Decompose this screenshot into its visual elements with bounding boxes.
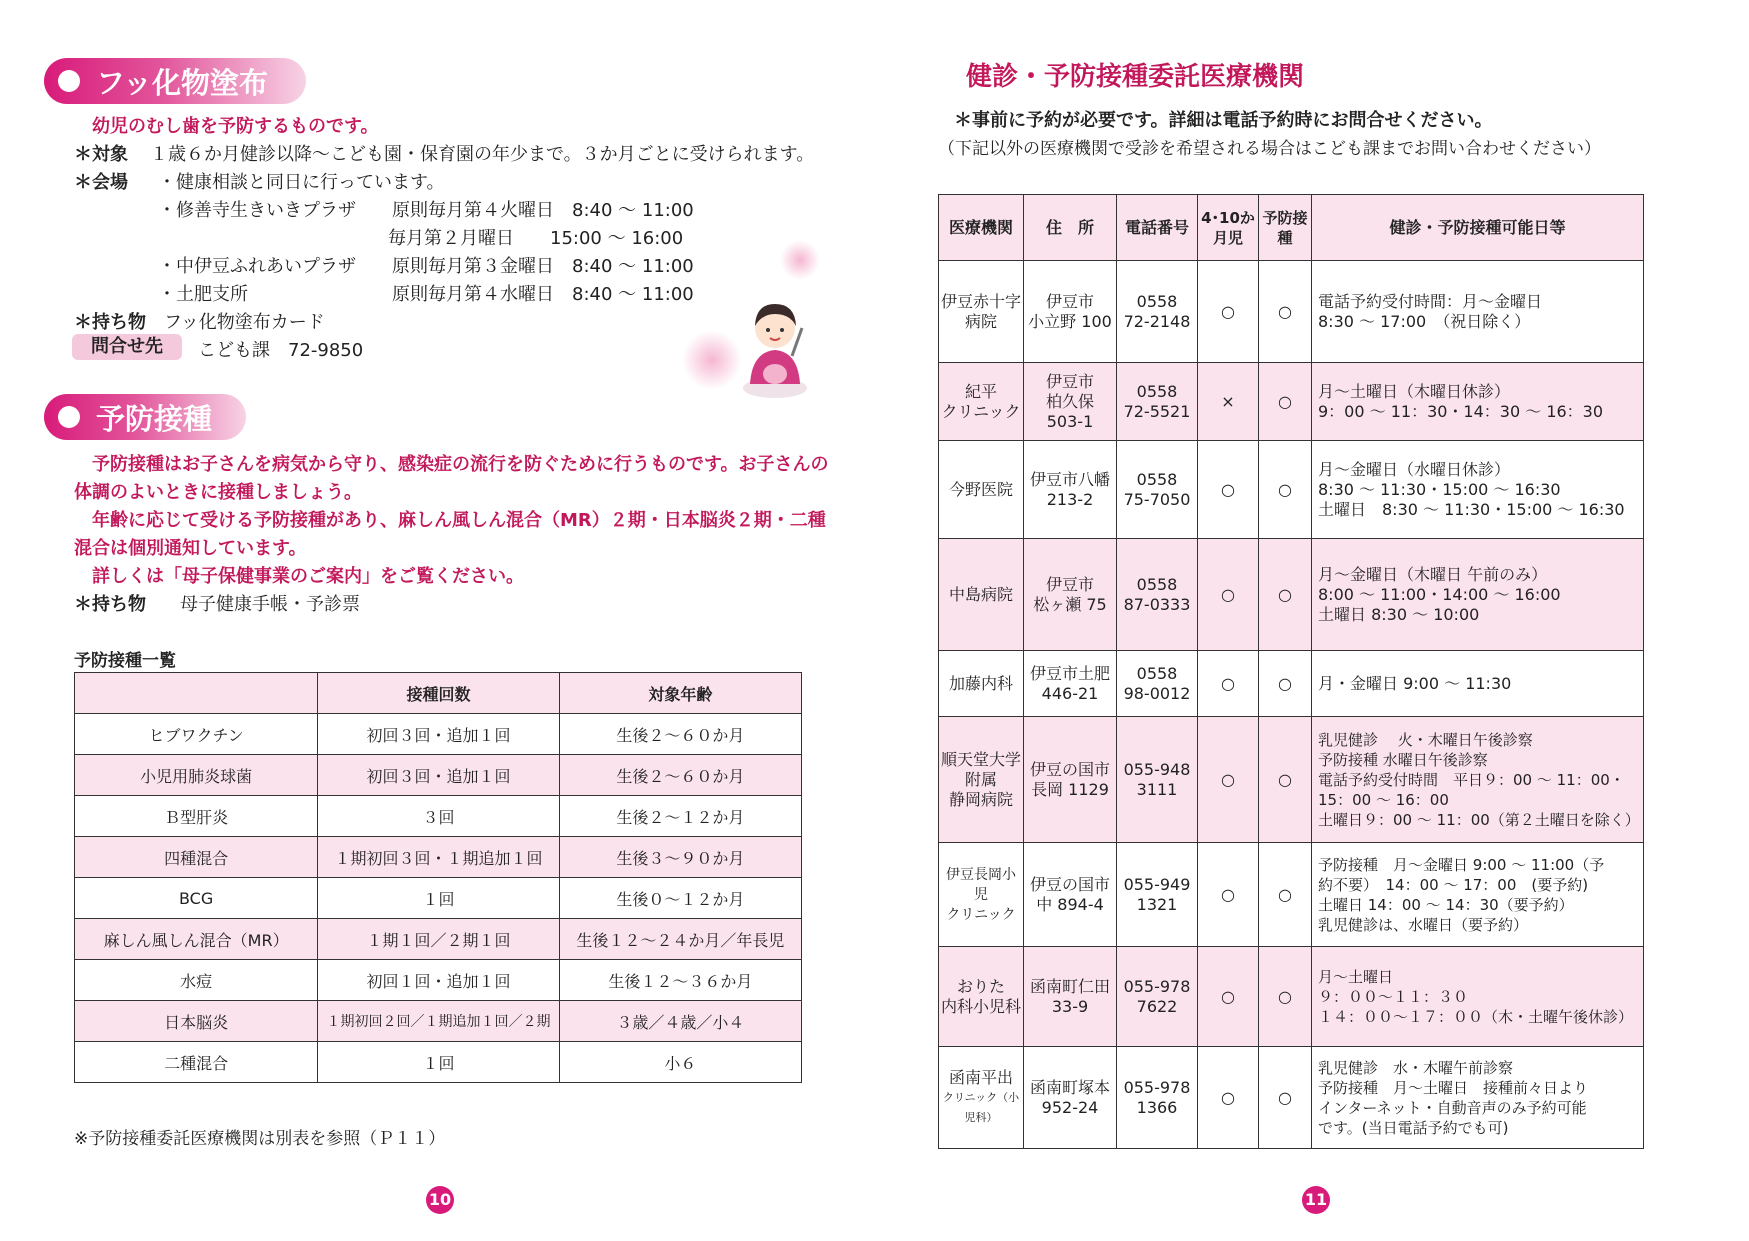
clinic-checkup-mark: ○ xyxy=(1198,539,1259,651)
clinic-info: 月～土曜日 ９：００～１１：３０ １４：００～１７：００（木・土曜午後休診） xyxy=(1312,947,1644,1047)
table-header-cell: 予防接種 xyxy=(1259,195,1312,261)
clinic-phone: 055-978 1366 xyxy=(1117,1047,1198,1149)
fluoride-venue-2: 毎月第２月曜日 15:00 ～ 16:00 xyxy=(388,228,684,249)
table-cell: 生後０～１２か月 xyxy=(559,878,801,919)
fluoride-bring-label: ＊持ち物 xyxy=(74,312,146,333)
clinic-address: 伊豆市 小立野 100 xyxy=(1024,261,1117,363)
table-row xyxy=(75,755,802,796)
clinic-checkup-mark: ○ xyxy=(1198,947,1259,1047)
clinic-vaccination-mark: ○ xyxy=(1259,363,1312,441)
vaccination-paragraph-2: 年齢に応じて受ける予防接種があり、麻しん風しん混合（MR）２期・日本脳炎２期・二種 xyxy=(92,510,826,531)
clinic-address: 函南町塚本 952-24 xyxy=(1024,1047,1117,1149)
clinic-name: 函南平出 クリニック（小児科） xyxy=(939,1047,1024,1149)
fluoride-intro: 幼児のむし歯を予防するものです。 xyxy=(92,116,379,137)
table-cell: 水痘 xyxy=(75,960,318,1001)
clinic-name: 伊豆赤十字 病院 xyxy=(939,261,1024,363)
clinic-info: 月・金曜日 9:00 ～ 11:30 xyxy=(1312,651,1644,717)
fluoride-target-label: ＊対象 xyxy=(74,144,128,165)
contact-text: こども課 72-9850 xyxy=(198,340,364,361)
fluoride-venue-label: ＊会場 xyxy=(74,172,128,193)
table-row xyxy=(939,717,1644,843)
page-number-right: 11 xyxy=(1302,1186,1330,1214)
table-row xyxy=(75,878,802,919)
table-row xyxy=(939,1047,1644,1149)
table-row xyxy=(75,714,802,755)
table-cell: 二種混合 xyxy=(75,1042,318,1083)
child-with-toothbrush-icon xyxy=(740,292,810,400)
table-row xyxy=(939,261,1644,363)
clinic-address: 伊豆市土肥 446-21 xyxy=(1024,651,1117,717)
clinic-info: 月～土曜日（木曜日休診） 9：00 ～ 11：30・14：30 ～ 16：30 xyxy=(1312,363,1644,441)
table-cell: １期初回３回・１期追加１回 xyxy=(318,837,560,878)
table-header-cell: 4･10か月児 xyxy=(1198,195,1259,261)
clinic-vaccination-mark: ○ xyxy=(1259,947,1312,1047)
clinic-phone: 0558 75-7050 xyxy=(1117,441,1198,539)
table-cell: 生後２～１２か月 xyxy=(559,796,801,837)
table-cell: ３回 xyxy=(318,796,560,837)
clinic-name: おりた 内科小児科 xyxy=(939,947,1024,1047)
table-header-row xyxy=(939,195,1644,261)
clinic-vaccination-mark: ○ xyxy=(1259,651,1312,717)
table-cell: ヒブワクチン xyxy=(75,714,318,755)
clinic-vaccination-mark: ○ xyxy=(1259,717,1312,843)
decorative-glow xyxy=(682,330,742,390)
fluoride-venue-0: ・健康相談と同日に行っています。 xyxy=(158,172,445,193)
table-header-cell: 健診・予防接種可能日等 xyxy=(1312,195,1644,261)
table-cell: 生後３～９０か月 xyxy=(559,837,801,878)
table-cell: 初回１回・追加１回 xyxy=(318,960,560,1001)
clinic-vaccination-mark: ○ xyxy=(1259,843,1312,947)
vaccination-paragraph-1: 体調のよいときに接種しましょう。 xyxy=(74,482,362,503)
clinic-phone: 055-948 3111 xyxy=(1117,717,1198,843)
table-row xyxy=(75,837,802,878)
clinic-address: 伊豆市 柏久保 503-1 xyxy=(1024,363,1117,441)
table-cell: １回 xyxy=(318,1042,560,1083)
clinic-phone: 0558 72-2148 xyxy=(1117,261,1198,363)
decorative-glow xyxy=(780,240,820,280)
clinic-address: 伊豆市八幡 213-2 xyxy=(1024,441,1117,539)
clinic-info: 乳児健診 水・木曜午前診察 予防接種 月～土曜日 接種前々日より インターネット・自動音声のみ予約可能 です。(当日電話予約でも可) xyxy=(1312,1047,1644,1149)
bullet-dot-icon xyxy=(58,70,80,92)
table-cell: 麻しん風しん混合（MR） xyxy=(75,919,318,960)
clinic-phone: 0558 87-0333 xyxy=(1117,539,1198,651)
table-cell: BCG xyxy=(75,878,318,919)
clinics-notice: ＊事前に予約が必要です。詳細は電話予約時にお問合せください。 xyxy=(954,110,1493,131)
vaccination-paragraph-0: 予防接種はお子さんを病気から守り、感染症の流行を防ぐために行うものです。お子さんの xyxy=(92,454,829,475)
fluoride-venue-1: ・修善寺生きいきプラザ 原則毎月第４火曜日 8:40 ～ 11:00 xyxy=(158,200,694,221)
clinic-address: 伊豆の国市 中 894-4 xyxy=(1024,843,1117,947)
clinic-checkup-mark: ○ xyxy=(1198,261,1259,363)
vaccination-note: ※予防接種委託医療機関は別表を参照（Ｐ１１） xyxy=(74,1129,446,1149)
clinic-vaccination-mark: ○ xyxy=(1259,539,1312,651)
contact-badge: 問合せ先 xyxy=(72,334,182,360)
table-row xyxy=(939,947,1644,1047)
clinic-checkup-mark: ○ xyxy=(1198,1047,1259,1149)
clinic-checkup-mark: ○ xyxy=(1198,717,1259,843)
clinic-vaccination-mark: ○ xyxy=(1259,441,1312,539)
vaccination-table xyxy=(74,672,802,1083)
table-cell: 生後１２～２４か月／年長児 xyxy=(559,919,801,960)
table-cell: 四種混合 xyxy=(75,837,318,878)
table-cell: 小児用肺炎球菌 xyxy=(75,755,318,796)
clinic-checkup-mark: ○ xyxy=(1198,843,1259,947)
table-header-cell: 電話番号 xyxy=(1117,195,1198,261)
clinic-checkup-mark: × xyxy=(1198,363,1259,441)
vaccination-bring-label: ＊持ち物 xyxy=(74,594,146,615)
table-cell: 生後２～６０か月 xyxy=(559,714,801,755)
clinic-phone: 0558 98-0012 xyxy=(1117,651,1198,717)
vaccination-paragraph-3: 混合は個別通知しています。 xyxy=(74,538,307,559)
table-cell: 初回３回・追加１回 xyxy=(318,714,560,755)
table-row xyxy=(939,539,1644,651)
clinic-checkup-mark: ○ xyxy=(1198,651,1259,717)
table-row xyxy=(75,1042,802,1083)
clinic-name: 加藤内科 xyxy=(939,651,1024,717)
table-cell: １期１回／２期１回 xyxy=(318,919,560,960)
clinic-phone: 0558 72-5521 xyxy=(1117,363,1198,441)
clinic-phone: 055-949 1321 xyxy=(1117,843,1198,947)
clinic-address: 函南町仁田 33-9 xyxy=(1024,947,1117,1047)
fluoride-section-title: フッ化物塗布 xyxy=(44,58,306,104)
table-row xyxy=(75,1001,802,1042)
table-header-cell: 対象年齢 xyxy=(559,673,801,714)
fluoride-bring-text: フッ化物塗布カード xyxy=(164,312,325,333)
clinics-page-title: 健診・予防接種委託医療機関 xyxy=(966,62,1305,92)
clinic-info: 乳児健診 火・木曜日午後診察 予防接種 水曜日午後診察 電話予約受付時間 平日９：00 ～ 11：00・ 15：00 ～ 16：00 土曜日９：00 ～ 11：00（第２土曜日を除く） xyxy=(1312,717,1644,843)
clinic-name: 中島病院 xyxy=(939,539,1024,651)
table-cell: １期初回２回／１期追加１回／２期 xyxy=(318,1001,560,1042)
table-cell: 小６ xyxy=(559,1042,801,1083)
table-header-cell: 接種回数 xyxy=(318,673,560,714)
table-header-cell xyxy=(75,673,318,714)
table-header-cell: 住 所 xyxy=(1024,195,1117,261)
table-row xyxy=(939,651,1644,717)
table-cell: Ｂ型肝炎 xyxy=(75,796,318,837)
table-cell: ３歳／４歳／小４ xyxy=(559,1001,801,1042)
table-cell: １回 xyxy=(318,878,560,919)
table-row xyxy=(75,960,802,1001)
table-cell: 生後１２～３６か月 xyxy=(559,960,801,1001)
clinic-info: 予防接種 月～金曜日 9:00 ～ 11:00（予 約不要） 14：00 ～ 17：00 (要予約) 土曜日 14：00 ～ 14：30（要予約） 乳児健診は、水曜日（要予約） xyxy=(1312,843,1644,947)
table-row xyxy=(939,363,1644,441)
vaccination-paragraph-4: 詳しくは「母子保健事業のご案内」をご覧ください。 xyxy=(92,566,524,587)
table-row xyxy=(75,919,802,960)
table-header-cell: 医療機関 xyxy=(939,195,1024,261)
clinic-address: 伊豆市 松ヶ瀬 75 xyxy=(1024,539,1117,651)
vaccination-section-title: 予防接種 xyxy=(44,394,246,440)
clinic-name: 今野医院 xyxy=(939,441,1024,539)
clinic-name: 順天堂大学 附属 静岡病院 xyxy=(939,717,1024,843)
page-number-left: 10 xyxy=(426,1186,454,1214)
clinic-vaccination-mark: ○ xyxy=(1259,261,1312,363)
vaccination-list-title: 予防接種一覧 xyxy=(74,651,176,671)
clinic-vaccination-mark: ○ xyxy=(1259,1047,1312,1149)
clinic-name: 伊豆長岡小児 クリニック xyxy=(939,843,1024,947)
clinic-name: 紀平 クリニック xyxy=(939,363,1024,441)
fluoride-venue-3: ・中伊豆ふれあいプラザ 原則毎月第３金曜日 8:40 ～ 11:00 xyxy=(158,256,694,277)
table-row xyxy=(939,843,1644,947)
table-header-row xyxy=(75,673,802,714)
vaccination-bring-text: 母子健康手帳・予診票 xyxy=(180,594,360,615)
table-row xyxy=(939,441,1644,539)
fluoride-target-text: １歳６か月健診以降～こども園・保育園の年少まで。３か月ごとに受けられます。 xyxy=(150,144,815,165)
table-cell: 初回３回・追加１回 xyxy=(318,755,560,796)
clinic-info: 月～金曜日（木曜日 午前のみ） 8:00 ～ 11:00・14:00 ～ 16:00 土曜日 8:30 ～ 10:00 xyxy=(1312,539,1644,651)
fluoride-venue-4: ・土肥支所 原則毎月第４水曜日 8:40 ～ 11:00 xyxy=(158,284,694,305)
clinic-info: 電話予約受付時間：月～金曜日 8:30 ～ 17:00 （祝日除く） xyxy=(1312,261,1644,363)
clinic-checkup-mark: ○ xyxy=(1198,441,1259,539)
bullet-dot-icon xyxy=(58,406,80,428)
clinics-table xyxy=(938,194,1644,1149)
clinic-phone: 055-978 7622 xyxy=(1117,947,1198,1047)
clinics-subnotice: （下記以外の医療機関で受診を希望される場合はこども課までお問い合わせください） xyxy=(938,139,1601,159)
clinic-address: 伊豆の国市 長岡 1129 xyxy=(1024,717,1117,843)
table-cell: 生後２～６０か月 xyxy=(559,755,801,796)
table-cell: 日本脳炎 xyxy=(75,1001,318,1042)
clinic-info: 月～金曜日（水曜日休診） 8:30 ～ 11:30・15:00 ～ 16:30 土曜日 8:30 ～ 11:30・15:00 ～ 16:30 xyxy=(1312,441,1644,539)
table-row xyxy=(75,796,802,837)
